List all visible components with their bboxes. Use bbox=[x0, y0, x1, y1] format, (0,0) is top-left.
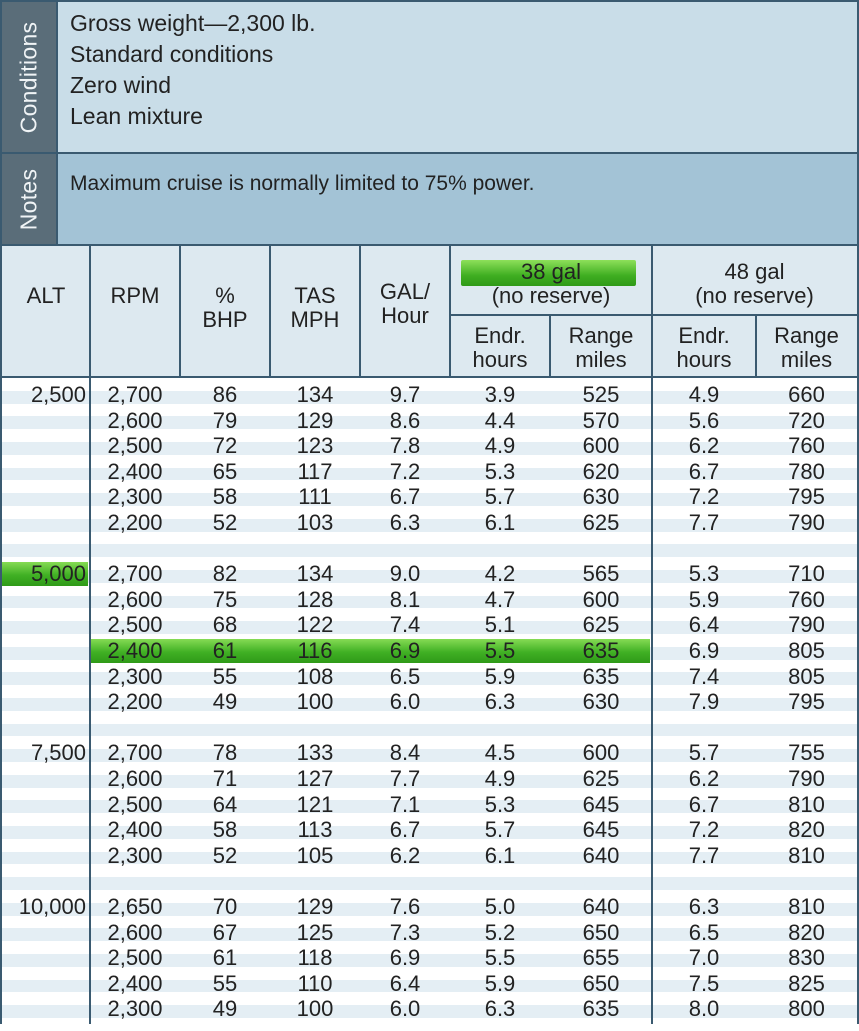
cell-e48: 5.9 bbox=[688, 586, 720, 612]
column-divider bbox=[651, 246, 653, 1024]
header-tas-line2: MPH bbox=[290, 307, 340, 332]
table-row bbox=[2, 587, 857, 613]
cell-rpm: 2,500 bbox=[107, 945, 163, 971]
conditions-side-label bbox=[2, 2, 58, 152]
cell-bhp: 58 bbox=[212, 484, 238, 510]
cell-rpm: 2,700 bbox=[107, 561, 163, 587]
cell-r38: 625 bbox=[582, 612, 620, 638]
cell-r38: 655 bbox=[582, 945, 620, 971]
cell-tas: 117 bbox=[297, 458, 333, 484]
cell-rpm: 2,650 bbox=[107, 894, 163, 919]
condition-line: Zero wind bbox=[70, 72, 171, 98]
table-row bbox=[2, 612, 857, 638]
cell-gal: 8.1 bbox=[389, 586, 421, 612]
cell-tas: 127 bbox=[296, 766, 334, 791]
cell-e48: 7.5 bbox=[688, 970, 720, 996]
cell-rpm: 2,400 bbox=[107, 970, 163, 996]
cell-gal: 6.3 bbox=[389, 510, 421, 535]
cell-tas: 129 bbox=[296, 894, 334, 919]
row-stripe bbox=[2, 544, 857, 557]
cell-e48: 7.2 bbox=[688, 817, 720, 843]
table-row bbox=[2, 459, 857, 485]
cell-e38: 4.2 bbox=[484, 561, 516, 587]
cell-e38: 5.9 bbox=[484, 663, 516, 689]
header-bhp-line1: % bbox=[215, 283, 235, 308]
header-38-endr bbox=[450, 324, 550, 372]
cell-bhp: 79 bbox=[212, 407, 238, 433]
cell-r48: 805 bbox=[788, 663, 825, 689]
cell-alt: 10,000 bbox=[18, 894, 86, 919]
cell-tas: 110 bbox=[297, 970, 333, 996]
cell-tas: 111 bbox=[298, 484, 332, 510]
cell-r38: 565 bbox=[582, 561, 620, 587]
table-row bbox=[2, 433, 857, 459]
cell-r38: 650 bbox=[582, 970, 620, 996]
cell-rpm: 2,700 bbox=[107, 382, 163, 407]
cell-bhp: 65 bbox=[212, 458, 238, 484]
cell-e38: 5.0 bbox=[484, 894, 516, 919]
cell-bhp: 82 bbox=[212, 561, 238, 587]
cell-r48: 760 bbox=[788, 433, 825, 459]
table-row bbox=[2, 408, 857, 434]
cell-e38: 4.9 bbox=[484, 766, 516, 791]
cell-e38: 6.1 bbox=[484, 510, 516, 535]
cell-r38: 600 bbox=[582, 586, 620, 612]
cell-gal: 7.1 bbox=[389, 791, 421, 817]
cell-gal: 6.4 bbox=[389, 970, 421, 996]
cell-alt: 7,500 bbox=[30, 740, 86, 766]
cell-rpm: 2,300 bbox=[107, 663, 163, 689]
cell-alt: 2,500 bbox=[30, 382, 86, 407]
cell-bhp: 52 bbox=[212, 842, 238, 868]
cell-bhp: 71 bbox=[212, 766, 238, 791]
cell-tas: 113 bbox=[297, 817, 333, 843]
notes-label: Notes bbox=[15, 168, 42, 230]
header-38-gal-line2: (no reserve) bbox=[491, 283, 611, 308]
cell-r48: 790 bbox=[788, 510, 825, 535]
cell-r38: 630 bbox=[582, 484, 620, 510]
header-48-gal-line1: 48 gal bbox=[724, 259, 785, 284]
row-stripe bbox=[2, 724, 857, 737]
cell-rpm: 2,500 bbox=[107, 791, 163, 817]
cell-bhp: 61 bbox=[212, 945, 238, 971]
cell-rpm: 2,600 bbox=[107, 766, 163, 791]
cell-r38: 570 bbox=[582, 407, 620, 433]
cell-gal: 8.6 bbox=[389, 407, 421, 433]
column-divider bbox=[755, 314, 757, 378]
cell-e48: 7.2 bbox=[688, 484, 720, 510]
table-row bbox=[2, 971, 857, 997]
column-divider bbox=[269, 246, 271, 378]
table-row bbox=[2, 996, 857, 1022]
cell-rpm: 2,300 bbox=[107, 842, 163, 868]
cell-r48: 820 bbox=[788, 817, 825, 843]
cell-tas: 103 bbox=[296, 510, 334, 535]
cell-bhp: 72 bbox=[212, 433, 238, 459]
cell-alt: 5,000 bbox=[30, 561, 86, 587]
cell-e38: 4.9 bbox=[484, 433, 516, 459]
cell-tas: 122 bbox=[296, 612, 334, 638]
column-divider bbox=[549, 314, 551, 378]
cell-r48: 810 bbox=[788, 842, 825, 868]
cell-r48: 810 bbox=[788, 791, 825, 817]
cell-e38: 5.3 bbox=[484, 791, 516, 817]
cell-e38: 6.1 bbox=[484, 842, 516, 868]
conditions-section bbox=[2, 2, 857, 154]
cell-gal: 6.7 bbox=[389, 484, 421, 510]
cell-tas: 133 bbox=[296, 740, 334, 766]
table-row bbox=[2, 740, 857, 766]
cell-gal: 9.0 bbox=[389, 561, 421, 587]
cell-e48: 7.7 bbox=[688, 510, 720, 535]
cell-gal: 7.8 bbox=[389, 433, 421, 459]
cell-e48: 6.7 bbox=[688, 458, 720, 484]
conditions-list bbox=[58, 2, 857, 152]
table-row bbox=[2, 766, 857, 792]
cell-e38: 4.5 bbox=[484, 740, 516, 766]
cell-e38: 5.9 bbox=[484, 970, 516, 996]
cell-r48: 820 bbox=[788, 919, 825, 945]
cell-bhp: 86 bbox=[212, 382, 238, 407]
cell-e48: 7.7 bbox=[688, 842, 720, 868]
cell-gal: 6.2 bbox=[389, 842, 421, 868]
cell-e48: 5.3 bbox=[688, 561, 720, 587]
header-tas-line1: TAS bbox=[294, 283, 336, 308]
cell-bhp: 49 bbox=[212, 689, 238, 715]
cell-tas: 129 bbox=[296, 407, 334, 433]
cell-r38: 650 bbox=[582, 919, 620, 945]
cell-r48: 710 bbox=[788, 561, 825, 587]
header-38-range bbox=[550, 324, 652, 372]
header-bhp bbox=[180, 284, 270, 332]
table-row bbox=[2, 561, 857, 587]
cell-rpm: 2,300 bbox=[107, 996, 163, 1022]
cell-bhp: 49 bbox=[212, 996, 238, 1022]
cell-rpm: 2,400 bbox=[107, 458, 163, 484]
cell-tas: 128 bbox=[296, 586, 334, 612]
cell-e48: 6.5 bbox=[688, 919, 720, 945]
cell-e38: 5.1 bbox=[484, 612, 516, 638]
cell-r48: 760 bbox=[788, 586, 825, 612]
header-gal-line2: Hour bbox=[381, 303, 429, 328]
cell-bhp: 68 bbox=[212, 612, 238, 638]
table-row bbox=[2, 945, 857, 971]
header-38-gal bbox=[450, 260, 652, 308]
cell-r48: 795 bbox=[788, 484, 825, 510]
cell-rpm: 2,600 bbox=[107, 586, 163, 612]
cell-bhp: 55 bbox=[212, 663, 238, 689]
cell-r48: 810 bbox=[788, 894, 825, 919]
cell-r38: 645 bbox=[582, 791, 620, 817]
cell-e38: 5.7 bbox=[484, 484, 516, 510]
cell-rpm: 2,600 bbox=[107, 919, 163, 945]
cell-r38: 600 bbox=[582, 433, 620, 459]
table-row bbox=[2, 894, 857, 920]
header-38-endr-line1: Endr. bbox=[474, 323, 526, 348]
cell-r48: 755 bbox=[788, 740, 825, 766]
cell-tas: 100 bbox=[296, 996, 334, 1022]
table-body bbox=[2, 378, 857, 1024]
column-divider bbox=[179, 246, 181, 378]
cell-gal: 7.3 bbox=[389, 919, 421, 945]
cell-bhp: 55 bbox=[212, 970, 238, 996]
cell-r48: 825 bbox=[788, 970, 825, 996]
cell-r48: 780 bbox=[788, 458, 825, 484]
header-38-endr-line2: hours bbox=[472, 347, 528, 372]
column-divider bbox=[359, 246, 361, 378]
cell-bhp: 75 bbox=[212, 586, 238, 612]
cell-tas: 108 bbox=[296, 663, 334, 689]
cell-r38: 635 bbox=[582, 663, 620, 689]
cell-gal: 9.7 bbox=[389, 382, 421, 407]
cell-r48: 790 bbox=[788, 766, 825, 791]
cell-e48: 7.4 bbox=[688, 663, 720, 689]
header-tas bbox=[270, 284, 360, 332]
notes-section bbox=[2, 154, 857, 246]
cell-bhp: 52 bbox=[212, 510, 238, 535]
cell-rpm: 2,700 bbox=[107, 740, 163, 766]
cell-e48: 6.9 bbox=[688, 638, 720, 663]
cell-e38: 5.7 bbox=[484, 817, 516, 843]
cell-e38: 5.5 bbox=[484, 945, 516, 971]
cell-r48: 805 bbox=[788, 638, 825, 663]
cell-rpm: 2,200 bbox=[107, 689, 163, 715]
header-48-endr-line2: hours bbox=[676, 347, 732, 372]
cell-gal: 6.9 bbox=[389, 945, 421, 971]
condition-line: Gross weight—2,300 lb. bbox=[70, 10, 316, 36]
cell-e38: 5.2 bbox=[484, 919, 516, 945]
cell-r38: 640 bbox=[582, 894, 620, 919]
header-subdivider bbox=[450, 314, 857, 316]
cell-gal: 6.9 bbox=[389, 638, 421, 663]
cell-tas: 121 bbox=[296, 791, 334, 817]
cell-bhp: 78 bbox=[212, 740, 238, 766]
cell-tas: 134 bbox=[296, 561, 334, 587]
cell-e38: 4.7 bbox=[484, 586, 516, 612]
table-row bbox=[2, 920, 857, 946]
cell-rpm: 2,400 bbox=[107, 638, 163, 663]
table-row bbox=[2, 817, 857, 843]
condition-line: Standard conditions bbox=[70, 41, 274, 67]
cell-bhp: 58 bbox=[212, 817, 238, 843]
header-38-range-line2: miles bbox=[575, 347, 627, 372]
table-row bbox=[2, 382, 857, 408]
cell-e48: 6.4 bbox=[688, 612, 720, 638]
cell-r38: 600 bbox=[582, 740, 620, 766]
cell-bhp: 61 bbox=[212, 638, 238, 663]
header-48-gal bbox=[652, 260, 857, 308]
conditions-label: Conditions bbox=[15, 21, 42, 133]
cell-e38: 6.3 bbox=[484, 689, 516, 715]
cell-r38: 645 bbox=[582, 817, 620, 843]
table-row bbox=[2, 664, 857, 690]
cell-tas: 134 bbox=[296, 382, 334, 407]
cell-r38: 625 bbox=[582, 510, 620, 535]
cell-e48: 5.6 bbox=[688, 407, 720, 433]
cell-r48: 660 bbox=[788, 382, 825, 407]
cell-tas: 116 bbox=[297, 638, 333, 663]
cell-r48: 795 bbox=[788, 689, 825, 715]
cell-e48: 6.2 bbox=[688, 766, 720, 791]
cell-r48: 800 bbox=[788, 996, 825, 1022]
header-48-gal-line2: (no reserve) bbox=[695, 283, 814, 308]
cell-rpm: 2,500 bbox=[107, 612, 163, 638]
cell-e48: 6.7 bbox=[688, 791, 720, 817]
cell-rpm: 2,200 bbox=[107, 510, 163, 535]
cell-gal: 6.5 bbox=[389, 663, 421, 689]
header-gal-line1: GAL/ bbox=[379, 279, 431, 304]
cell-gal: 7.6 bbox=[389, 894, 421, 919]
header-48-endr bbox=[652, 324, 756, 372]
header-38-range-line1: Range bbox=[568, 323, 634, 348]
header-alt: ALT bbox=[26, 283, 66, 308]
cell-bhp: 67 bbox=[212, 919, 238, 945]
cell-r48: 790 bbox=[788, 612, 825, 638]
cell-e38: 5.5 bbox=[484, 638, 516, 663]
table-row bbox=[2, 638, 857, 664]
cell-e48: 6.2 bbox=[688, 433, 720, 459]
notes-side-label bbox=[2, 154, 58, 244]
cell-gal: 6.0 bbox=[389, 689, 421, 715]
cell-e38: 6.3 bbox=[484, 996, 516, 1022]
cell-r48: 720 bbox=[788, 407, 825, 433]
cell-e38: 5.3 bbox=[484, 458, 516, 484]
cell-r38: 625 bbox=[582, 766, 620, 791]
cell-e38: 3.9 bbox=[484, 382, 516, 407]
cell-rpm: 2,300 bbox=[107, 484, 163, 510]
cell-tas: 118 bbox=[297, 945, 333, 971]
cell-r48: 830 bbox=[788, 945, 825, 971]
header-48-range-line1: Range bbox=[774, 323, 839, 348]
cell-r38: 635 bbox=[582, 638, 620, 663]
header-bhp-line2: BHP bbox=[202, 307, 248, 332]
condition-line: Lean mixture bbox=[70, 103, 203, 129]
cell-e48: 8.0 bbox=[688, 996, 720, 1022]
cell-rpm: 2,400 bbox=[107, 817, 163, 843]
notes-text: Maximum cruise is normally limited to 75% power. bbox=[70, 172, 535, 195]
cell-tas: 123 bbox=[296, 433, 334, 459]
cell-e48: 7.0 bbox=[688, 945, 720, 971]
cell-rpm: 2,600 bbox=[107, 407, 163, 433]
cell-gal: 7.4 bbox=[389, 612, 421, 638]
cell-r38: 635 bbox=[582, 996, 620, 1022]
table-row bbox=[2, 510, 857, 536]
table-row bbox=[2, 792, 857, 818]
header-gal bbox=[360, 280, 450, 328]
cell-e38: 4.4 bbox=[484, 407, 516, 433]
cell-gal: 6.7 bbox=[389, 817, 421, 843]
column-divider bbox=[449, 246, 451, 378]
cell-gal: 6.0 bbox=[389, 996, 421, 1022]
cell-e48: 5.7 bbox=[688, 740, 720, 766]
cell-e48: 4.9 bbox=[688, 382, 720, 407]
column-divider bbox=[89, 246, 91, 1024]
table-row bbox=[2, 843, 857, 869]
cell-tas: 100 bbox=[296, 689, 334, 715]
cell-gal: 8.4 bbox=[389, 740, 421, 766]
header-48-range bbox=[756, 324, 857, 372]
cell-e48: 6.3 bbox=[688, 894, 720, 919]
header-rpm: RPM bbox=[110, 283, 160, 308]
table-row bbox=[2, 484, 857, 510]
cell-gal: 7.7 bbox=[389, 766, 421, 791]
cell-gal: 7.2 bbox=[389, 458, 421, 484]
cell-r38: 630 bbox=[582, 689, 620, 715]
header-38-gal-line1: 38 gal bbox=[521, 259, 581, 284]
cell-bhp: 70 bbox=[212, 894, 238, 919]
cell-bhp: 64 bbox=[212, 791, 238, 817]
cell-r38: 640 bbox=[582, 842, 620, 868]
cell-rpm: 2,500 bbox=[107, 433, 163, 459]
cell-tas: 105 bbox=[296, 842, 334, 868]
cell-r38: 525 bbox=[582, 382, 620, 407]
header-48-range-line2: miles bbox=[780, 347, 833, 372]
cell-tas: 125 bbox=[296, 919, 334, 945]
row-stripe bbox=[2, 877, 857, 890]
cell-r38: 620 bbox=[582, 458, 620, 484]
table-row bbox=[2, 689, 857, 715]
cell-e48: 7.9 bbox=[688, 689, 720, 715]
header-48-endr-line1: Endr. bbox=[678, 323, 730, 348]
